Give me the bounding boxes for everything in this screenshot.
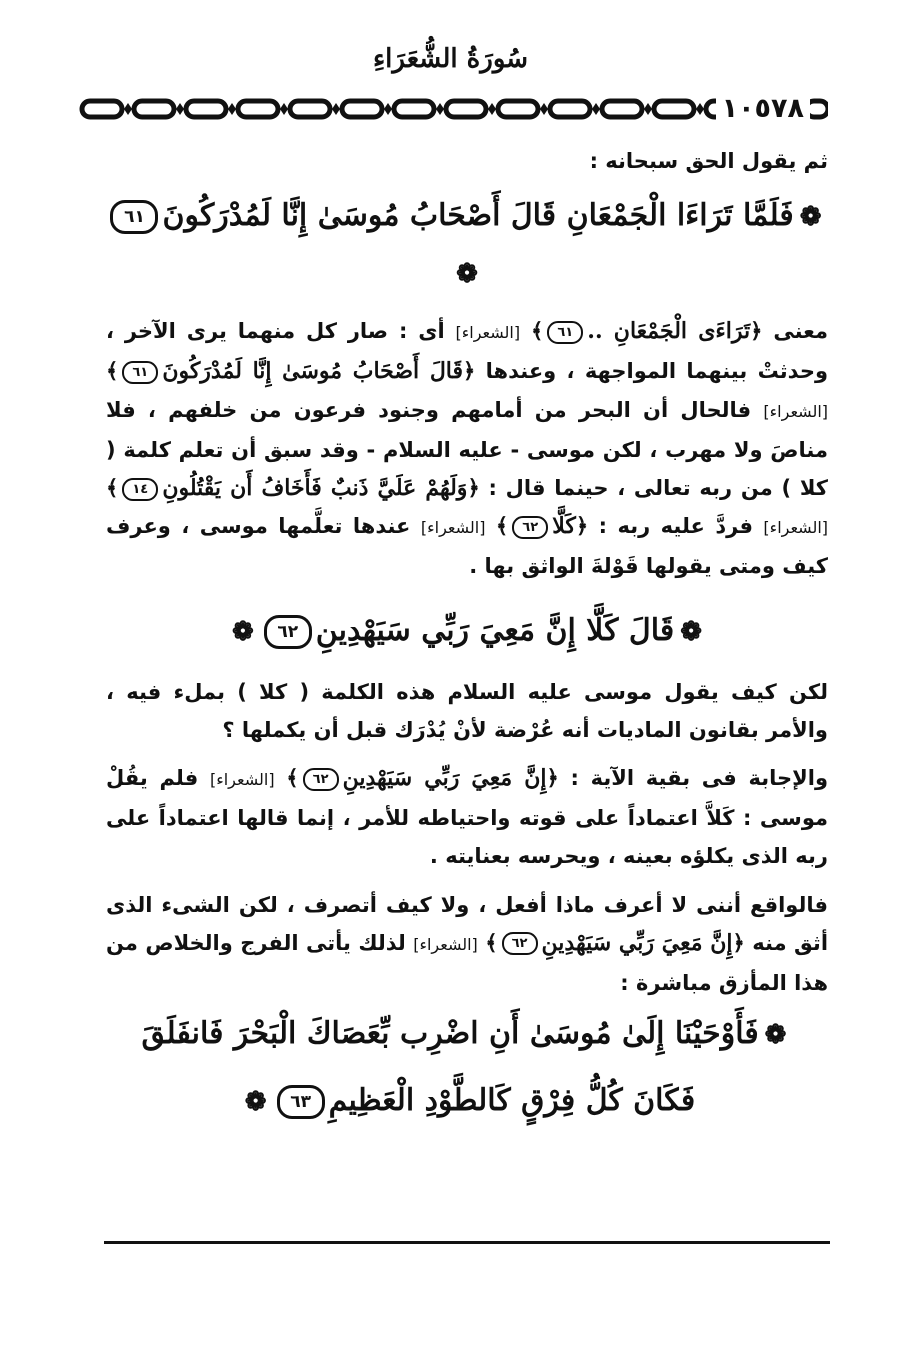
surah-ref: [الشعراء] [413, 934, 478, 954]
ayah-number-63: ٦٣ [277, 1085, 325, 1119]
quran-quote: وَلَهُمْ عَلَيَّ ذَنبٌ فَأَخَافُ أَن يَقْتُلُونِ [162, 475, 468, 502]
surah-title: سُورَةُ الشُّعَرَاءِ [372, 44, 529, 74]
ayah-ref-number: ٦٢ [502, 932, 538, 955]
bracket-open: ﴿ [467, 476, 480, 501]
flower-ornament-icon: ❁ [232, 616, 254, 647]
ayah-ref-number: ١٤ [122, 478, 158, 501]
verse-63-text-1: فَأَوْحَيْنَا إِلَىٰ مُوسَىٰ أَنِ اضْرِب بِّعَصَاكَ الْبَحْرَ فَانفَلَقَ [141, 1016, 759, 1052]
surah-ref: [الشعراء] [209, 770, 275, 790]
bracket-open: ﴿ [575, 514, 589, 539]
para1-text: أى : صار كل منهما يرى الآخر ، وحدثتْ بينهما المواجهة ، وعندها [106, 319, 829, 384]
bracket-open: ﴿ [463, 359, 476, 384]
bracket-close: ﴾ [106, 476, 119, 501]
quran-quote: قَالَ أَصْحَابُ مُوسَىٰ إِنَّا لَمُدْرَكُونَ [162, 358, 464, 385]
quran-quote: كَلَّا [552, 513, 576, 540]
quran-quote: إِنَّ مَعِيَ رَبِّي سَيَهْدِينِ [541, 929, 733, 956]
paragraph-3 [106, 759, 828, 876]
quran-quote: تَرَاءَى الْجَمْعَانِ .. [587, 318, 751, 345]
verse-62-text: قَالَ كَلَّا إِنَّ مَعِيَ رَبِّي سَيَهْدِينِ [315, 612, 675, 648]
verse-62 [106, 600, 828, 663]
paragraph-4 [106, 886, 828, 1003]
paragraph-2: لكن كيف يقول موسى عليه السلام هذه الكلمة ( كلا ) بملء فيه ، والأمر بقانون الماديات أنه عُرْضة لأنْ يُدْرَك قبل أن يكملها ؟ [106, 679, 828, 742]
para1-text: فردَّ عليه ربه : [598, 514, 753, 539]
para3-text: والإجابة فى بقية الآية : [570, 766, 829, 791]
flower-ornament-icon: ❁ [799, 202, 822, 233]
para1-text: عندها تعلَّمها موسى ، وعرف كيف ومتى يقولها قَوْلةَ الواثق بها . [106, 514, 828, 579]
bracket-open: ﴿ [732, 930, 745, 955]
page-number: ١٠٥٧٨ [716, 92, 810, 126]
flower-ornament-icon: ❁ [456, 259, 478, 290]
para4-text: لذلك يأتى الفرج والخلاص من هذا المأزق مباشرة : [106, 930, 828, 996]
surah-ref: [الشعراء] [420, 518, 486, 538]
ayah-ref-number: ٦١ [122, 361, 158, 384]
bracket-open: ﴿ [546, 766, 559, 791]
para4-text: فالواقع أننى لا أعرف ماذا أفعل ، ولا كيف أتصرف ، لكن الشىء الذى أثق منه [106, 892, 829, 955]
verse-61-text: فَلَمَّا تَرَاءَا الْجَمْعَانِ قَالَ أَصْحَابُ مُوسَىٰ إِنَّا لَمُدْرَكُونَ [162, 198, 794, 234]
paragraph-1 [106, 312, 828, 585]
quran-quote: إِنَّ مَعِيَ رَبِّي سَيَهْدِينِ [342, 765, 547, 792]
verse-63-text-2: فَكَانَ كُلُّ فِرْقٍ كَالطَّوْدِ الْعَظِيمِ [328, 1083, 696, 1119]
para1-text: فالحال أن البحر من أمامهم وجنود فرعون من خلفهم ، فلا مناصَ ولا مهرب ، لكن موسى - عليه السلام - وقد سبق أن تعلم كلمة ( كلا ) من ربه تعالى ، حينما قال : [106, 397, 829, 501]
bracket-open: ﴿ [750, 319, 763, 344]
surah-ref: [الشعراء] [763, 518, 829, 538]
bracket-close: ﴾ [106, 359, 119, 384]
bracket-close: ﴾ [495, 514, 509, 539]
flower-ornament-icon: ❁ [244, 1087, 267, 1118]
bracket-close: ﴾ [530, 319, 544, 344]
footer-rule [104, 1241, 830, 1244]
surah-ref: [الشعراء] [763, 401, 828, 421]
ayah-ref-number: ٦١ [547, 321, 583, 344]
intro-line: ثم يقول الحق سبحانه : [589, 149, 828, 173]
flower-ornament-icon: ❁ [680, 616, 702, 647]
ayah-ref-number: ٦٢ [512, 516, 548, 539]
bracket-close: ﴾ [485, 930, 498, 955]
verse-63-line-1 [106, 1006, 828, 1063]
header-ornament-band [78, 92, 828, 126]
para1-text: معنى [773, 319, 829, 344]
flower-ornament-icon: ❁ [764, 1020, 787, 1051]
ayah-number-62: ٦٢ [264, 615, 312, 649]
ayah-ref-number: ٦٢ [303, 768, 339, 791]
bracket-close: ﴾ [286, 766, 299, 791]
verse-61 [106, 188, 828, 302]
surah-ref: [الشعراء] [455, 323, 521, 343]
ayah-number-61: ٦١ [110, 200, 158, 234]
page-content [106, 142, 828, 1140]
para3-text: فلم يقُلْ موسى : كَلاَّ اعتماداً على قوته واحتياطه للأمر ، إنما قالها اعتماداً على ربه الذى يكلؤه بعينه ، ويحرسه بعنايته . [106, 766, 828, 869]
verse-63-line-2 [106, 1073, 828, 1130]
